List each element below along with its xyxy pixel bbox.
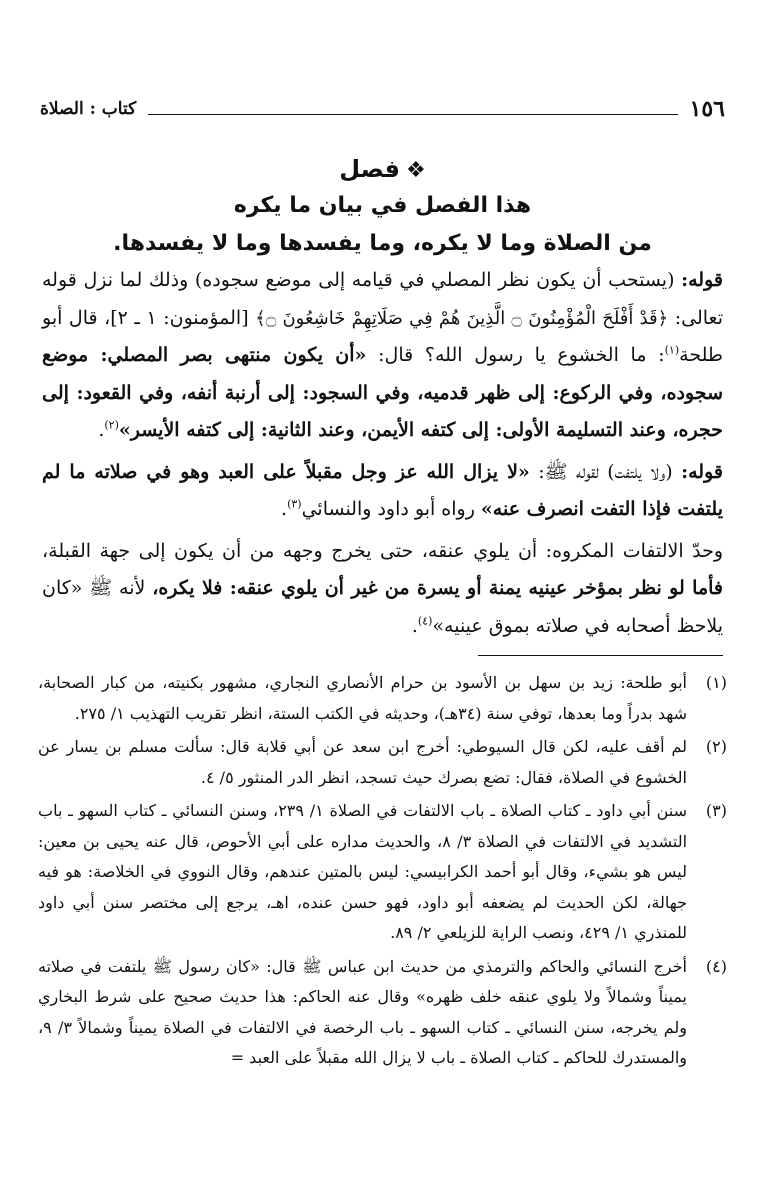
footnote-text: لم أقف عليه، لكن قال السيوطي: أخرج ابن سعد عن أبي قلابة قال: سألت مسلم بن يسار عن الخشوع في الصلاة، فقال: تضع بصرك حيث تسجد، انظر الدر المنثور ٥/ ٤. — [38, 737, 688, 787]
text-run: لأنه ﷺ — [82, 577, 153, 599]
paragraph-1 — [42, 262, 723, 450]
text-run: . — [281, 498, 288, 520]
fasl-label: فصل — [339, 155, 401, 183]
running-title: كتاب : الصلاة — [40, 99, 137, 119]
footnote-ref-3[interactable]: (٣) — [287, 497, 302, 511]
footnote-ref-1[interactable]: (١) — [664, 343, 680, 357]
bold-run: فأما لو نظر بمؤخر عينيه يمنة أو يسرة من غير أن يلوي عنقه: فلا يكره، — [152, 577, 723, 599]
text-run: [المؤمنون: ١ ـ ٢]، قال أبو طلحة — [42, 306, 724, 366]
footnote-ref-2[interactable]: (٢) — [104, 418, 119, 432]
paragraph-2 — [42, 454, 723, 529]
text-run: رواه أبو داود والنسائي — [301, 498, 481, 520]
hadith-text: «أن يكون منتهى بصر المصلي: موضع سجوده، وفي الركوع: إلى ظهر قدميه، وفي السجود: إلى أرنبة أنفه، وفي القعود: إلى حجره، وعند التسليمة الأولى: إلى كتفه الأيمن، وعند الثانية: إلى كتفه الأيسر» — [42, 344, 723, 441]
footnote-ref-4[interactable]: (٤) — [417, 614, 433, 628]
footnote-3 — [38, 796, 727, 949]
footnotes — [38, 668, 727, 1077]
footnote-text: سنن أبي داود ـ كتاب الصلاة ـ باب الالتفات في الصلاة ١/ ٢٣٩، وسنن النسائي ـ كتاب السهو ـ باب التشديد في الالتفات في الصلاة ٣/ ٨، والحديث مداره على أبي الأحوص، قال عنه يحيى بن معين: ليس هو بشيء، وقال أبو أحمد الكرابيسي: ليس بالمتين عندهم، وقال النووي في الخلاصة: هو فيه جهالة، لكن الحديث لم يضعفه أبو داود، فهو حسن عنده، اهـ، يرجع إلى مختصر سنن أبي داود للمنذري ١/ ٤٢٩، ونصب الراية للزيلعي ٢/ ٨٩. — [38, 801, 688, 942]
text-run: . — [411, 614, 418, 637]
hadith-text: «كان يلاحظ أصحابه في صلاته بموق عينيه» — [42, 577, 723, 637]
main-text — [42, 262, 723, 649]
footnote-2 — [38, 732, 727, 793]
text-run: وحدّ الالتفات المكروه: أن يلوي عنقه، حتى يخرج وجهه من أن يكون إلى جهة القبلة، — [42, 539, 723, 562]
qawluhu-label: قوله: — [681, 269, 723, 291]
heading-line-1: هذا الفصل في بيان ما يكره — [233, 193, 532, 218]
heading-line-2: من الصلاة وما لا يكره، وما يفسدها وما لا يفسدها. — [113, 231, 652, 256]
paragraph-3 — [42, 533, 723, 646]
page-number: ١٥٦ — [689, 96, 725, 122]
footnote-4 — [38, 952, 727, 1074]
header-rule — [148, 114, 677, 115]
hadith-text: «لا يزال الله عز وجل مقبلاً على العبد وهو في صلاته ما لم يلتفت فإذا التفت انصرف عنه» — [42, 460, 723, 520]
footnote-number: (٤) — [705, 956, 727, 976]
ornament-icon: ❖ — [406, 158, 426, 183]
text-run: (ولا يلتفت) لقوله ﷺ: — [529, 460, 682, 483]
qawluhu-label: قوله: — [681, 460, 723, 483]
page-header — [40, 95, 725, 123]
footnote-text: أبو طلحة: زيد بن سهل بن الأسود بن حرام الأنصاري النجاري، مشهور بكنيته، من كبار الصحابة، شهد بدراً وما بعدها، توفي سنة (٣٤هـ)، وحديثه في الكتب الستة، انظر تقريب التهذيب ١/ ٢٧٥. — [38, 673, 687, 723]
text-run: . — [98, 419, 105, 441]
footnote-number: (٢) — [705, 737, 727, 756]
footnote-number: (١) — [705, 673, 727, 692]
footnote-1 — [38, 668, 727, 729]
footnote-text: أخرج النسائي والحاكم والترمذي من حديث ابن عباس ﷺ قال: «كان رسول ﷺ يلتفت في صلاته يميناً وشمالاً ولا يلوي عنقه خلف ظهره» وقال عنه الحاكم: هذا حديث صحيح على شرط البخاري ولم يخرجه، سنن النسائي ـ كتاب السهو ـ باب الرخصة في الالتفات في الصلاة يميناً وشمالاً ٣/ ٩، والمستدرك للحاكم ـ كتاب الصلاة ـ باب لا يزال الله مقبلاً على العبد = — [38, 956, 687, 1067]
footnote-separator — [478, 655, 723, 656]
section-heading — [60, 155, 705, 263]
quran-verse: ﴿قَدْ أَفْلَحَ الْمُؤْمِنُونَ ۝ الَّذِينَ هُمْ فِي صَلَاتِهِمْ خَاشِعُونَ ۝﴾ — [255, 307, 669, 329]
text-run: (يستحب أن يكون نظر المصلي في قيامه إلى موضع سجوده) وذلك لما نزل قوله تعالى: — [42, 269, 724, 329]
footnote-number: (٣) — [705, 801, 727, 820]
fasl-title — [60, 155, 705, 183]
text-run: : ما الخشوع يا رسول الله؟ قال: — [366, 344, 665, 366]
